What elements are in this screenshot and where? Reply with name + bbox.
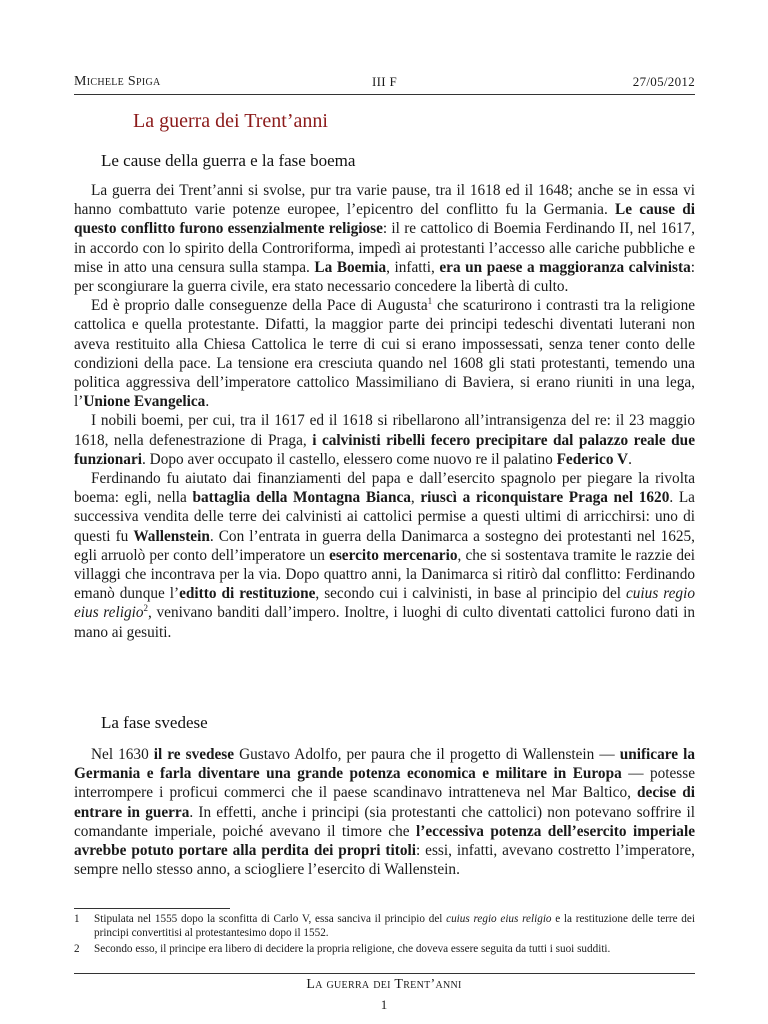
text-run: . Dopo aver occupato il castello, elessero come nuovo re il palatino: [142, 450, 557, 468]
page-number: 1: [380, 997, 388, 1012]
bold-text: esercito mercenario: [329, 546, 458, 564]
footer-title: La guerra dei Trent’anni: [306, 977, 462, 992]
text-run: Secondo esso, il principe era libero di decidere la propria religione, che doveva essere seguita da tutti i suoi sudditi.: [94, 942, 611, 955]
text-run: e la restituzione delle terre dei principi convertitisi al protestantesimo dopo il 1552.: [94, 913, 695, 940]
header-date: 27/05/2012: [632, 74, 695, 89]
page-header: [74, 74, 695, 94]
section-body-causes: [74, 181, 695, 642]
bold-text: editto di restituzione: [179, 585, 316, 603]
text-run: Nel 1630: [91, 746, 154, 763]
bold-text: Le cause di questo conflitto furono essenzialmente religiose: [74, 201, 695, 238]
section-body-swedish-phase: [74, 745, 695, 879]
paragraph: [74, 745, 695, 879]
bold-text: La Boemia: [314, 258, 387, 276]
text-run: La guerra dei Trent’anni si svolse, pur tra varie pause, tra il 1618 ed il 1648; anche se in essa vi hanno combattuto varie potenze europee, l’epicentro del conflitto fu la Germania.: [74, 182, 695, 219]
bold-text: Unione Evangelica: [83, 393, 206, 411]
text-run: . La successiva vendita delle terre dei calvinisti ai cattolici permise a questi ultimi di arricchirsi: uno di questi fu: [74, 489, 695, 545]
header-rule: [74, 94, 695, 95]
header-author: Michele Spiga: [74, 74, 161, 89]
bold-text: decise di entrare in guerra: [74, 784, 695, 821]
header-class: III F: [372, 74, 397, 89]
footnotes: [74, 912, 695, 957]
footnote-ref: 1: [427, 296, 433, 307]
footer-rule: [74, 973, 695, 974]
paragraph: [74, 411, 695, 469]
text-run: . In effetti, anche i principi (sia protestanti che cattolici) non potevano soffrire il comandante imperiale, poiché avevano il timore che: [74, 803, 695, 840]
paragraph: [74, 296, 695, 411]
footnote: [74, 912, 695, 941]
text-run: , venivano banditi dall’impero. Inoltre, i luoghi di culto diventati cattolici furono dati in mano ai gesuiti.: [74, 604, 695, 641]
text-run: : per scongiurare la guerra civile, era stato necessario concedere la libertà di culto.: [74, 258, 695, 296]
bold-text: riuscì a riconquistare Praga nel 1620: [420, 489, 670, 507]
section-heading-swedish-phase: La fase svedese: [101, 713, 208, 732]
bold-text: Wallenstein: [133, 527, 210, 545]
footnote-number: 1: [74, 913, 80, 925]
bold-text: i calvinisti ribelli fecero precipitare dal palazzo reale due funzionari: [74, 431, 695, 468]
text-run: : essi, infatti, avevano costretto l’imperatore, sempre nello stesso anno, a sciogliere l’esercito di Wallenstein.: [74, 842, 695, 879]
text-run: .: [628, 450, 632, 468]
text-run: , infatti,: [386, 258, 440, 276]
document-title: La guerra dei Trent’anni: [133, 110, 328, 132]
footnote-rule: [74, 908, 230, 909]
text-run: . Con l’entrata in guerra della Danimarca a sostegno dei protestanti nel 1625, egli arruolò per conto dell’imperatore un: [74, 527, 695, 564]
text-run: I nobili boemi, per cui, tra il 1617 ed il 1618 si ribellarono all’intransigenza del re: il 23 maggio 1618, nella defenestrazione di Praga,: [74, 412, 695, 449]
text-run: Gustavo Adolfo, per paura che il progetto di Wallenstein —: [234, 746, 620, 763]
italic-text: cuius regio eius religio: [446, 913, 552, 925]
footnote-number: 2: [74, 942, 80, 955]
bold-text: battaglia della Montagna Bianca: [192, 489, 411, 507]
text-run: Ed è proprio dalle conseguenze della Pace di Augusta: [91, 297, 428, 315]
italic-text: cuius regio eius religio: [74, 585, 695, 622]
bold-text: il re svedese: [153, 746, 235, 763]
text-run: che scaturirono i contrasti tra la religione cattolica e quella protestante. Difatti, la maggior parte dei principi tedeschi diventati luterani non aveva restituito alla Chiesa Cattolica le terre di cui si erano impossessati, senza tener conto delle condizioni della pace. La tensione era cresciuta quando nel 1608 gli stati protestanti, temendo una politica aggressiva dell’imperatore cattolico Massimiliano di Baviera, si erano riuniti in una lega, l’: [74, 297, 696, 411]
text-run: ,: [410, 489, 421, 507]
text-run: , secondo cui i calvinisti, in base al principio del: [315, 585, 626, 603]
text-run: , che si sostentava tramite le razzie dei villaggi che incontrava per la via. Dopo quattro anni, la Danimarca si ritirò dal conflitto: Ferdinando emanò dunque l’: [74, 546, 696, 603]
bold-text: Federico V: [556, 450, 629, 468]
text-run: : il re cattolico di Boemia Ferdinando II, nel 1617, in accordo con lo spirito della Controriforma, impedì ai protestanti l’accesso alle cariche pubbliche e mise in atto una censura sulla stampa.: [74, 220, 695, 276]
text-run: — potesse interrompere i proficui commerci che il paese scandinavo intratteneva nel Mar Baltico,: [74, 765, 695, 802]
bold-text: l’eccessiva potenza dell’esercito imperiale avrebbe potuto portare alla perdita dei propri titoli: [74, 822, 695, 860]
footnote: [74, 942, 695, 956]
footnote-ref: 2: [143, 603, 149, 614]
text-run: Ferdinando fu aiutato dai finanziamenti del papa e dall’esercito spagnolo per piegare la rivolta boema: egli, nella: [74, 470, 695, 507]
text-run: .: [205, 393, 210, 411]
bold-text: unificare la Germania e farla diventare una grande potenza economica e militare in Europa: [74, 746, 695, 783]
paragraph: [74, 181, 695, 296]
bold-text: era un paese a maggioranza calvinista: [439, 258, 691, 276]
section-heading-causes: Le cause della guerra e la fase boema: [101, 151, 356, 170]
paragraph: [74, 469, 695, 642]
text-run: Stipulata nel 1555 dopo la sconfitta di Carlo V, essa sanciva il principio del: [94, 913, 447, 925]
